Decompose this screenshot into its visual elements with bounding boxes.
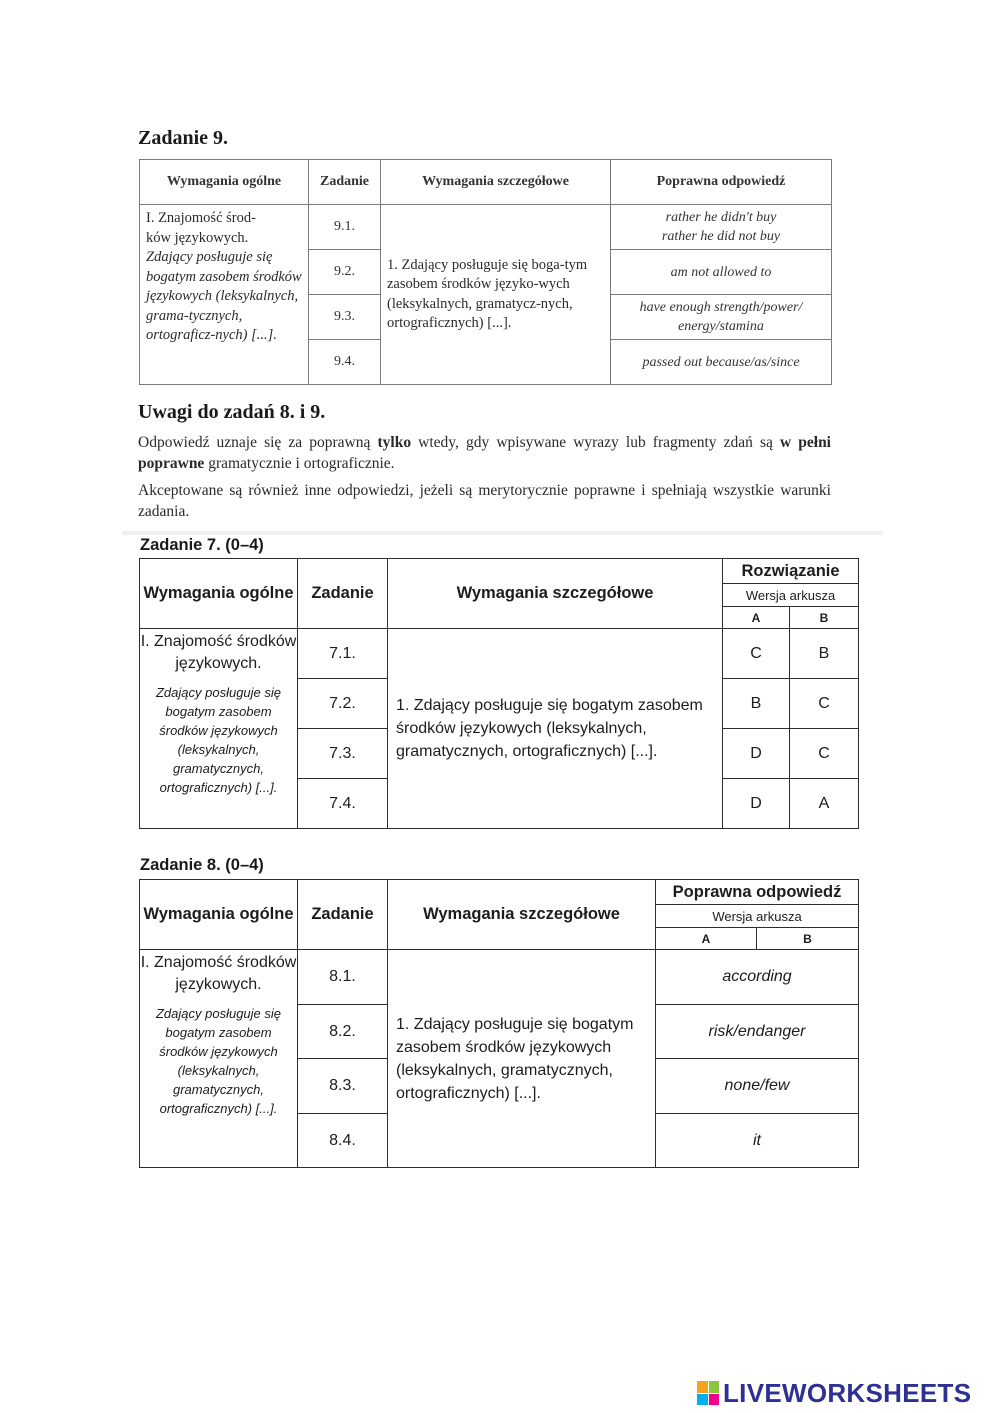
answer-b: B <box>790 629 859 679</box>
detailed-requirements: 1. Zdający posługuje się boga-tym zasobem środków języko-wych (leksykalnych, gramatycz-nych, ortograficznych) [...]. <box>381 205 611 385</box>
general-text: I. Znajomość środków językowych. <box>140 954 297 993</box>
section-divider <box>122 531 882 535</box>
zadanie9-title: Zadanie 9. <box>138 127 229 149</box>
header-version-b: B <box>790 607 859 629</box>
general-italic: Zdający posługuje się bogatym zasobem środków językowych (leksykalnych, gramatycznych, ortograficznych) [...]. <box>155 1006 282 1116</box>
general-line2: ków językowych. <box>146 229 249 246</box>
general-text: I. Znajomość środków językowych. <box>140 633 297 672</box>
task-number: 7.2. <box>298 679 388 729</box>
answer-cell: it <box>656 1114 859 1168</box>
general-italic: Zdający posługuje się bogatym zasobem środków językowych (leksykalnych, grama-tycznych, ortograficz-nych) [...]. <box>146 249 302 343</box>
answer-a: B <box>723 679 790 729</box>
header-detail: Wymagania szczegółowe <box>381 160 611 205</box>
answer-a: D <box>723 729 790 779</box>
header-version-a: A <box>723 607 790 629</box>
task-number: 9.4. <box>309 340 381 385</box>
answer-line1: rather he didn't buy <box>665 210 777 225</box>
header-solution: Rozwiązanie <box>723 559 859 584</box>
note-bold: w pełni poprawne <box>138 434 831 472</box>
task-number: 7.1. <box>298 629 388 679</box>
answer-cell: none/few <box>656 1059 859 1114</box>
header-answer: Poprawna odpowiedź <box>611 160 832 205</box>
answer-cell: passed out because/as/since <box>611 340 832 385</box>
answer-line2: energy/stamina <box>678 319 764 334</box>
task-number: 8.1. <box>298 950 388 1005</box>
zadanie8-title: Zadanie 8. (0–4) <box>140 856 264 874</box>
table-row <box>140 629 859 679</box>
answer-a: C <box>723 629 790 679</box>
answer-line2: rather he did not buy <box>661 229 781 244</box>
general-line1: I. Znajomość środ- <box>146 210 256 226</box>
notes-title: Uwagi do zadań 8. i 9. <box>138 401 326 423</box>
task-number: 8.4. <box>298 1114 388 1168</box>
header-general: Wymagania ogólne <box>140 559 298 629</box>
note-paragraph-2: Akceptowane są również inne odpowiedzi, jeżeli są merytorycznie poprawne i spełniają wszystkie warunki zadania. <box>138 482 831 520</box>
task-number: 7.3. <box>298 729 388 779</box>
general-italic: Zdający posługuje się bogatym zasobem środków językowych (leksykalnych, gramatycznych, ortograficznych) [...]. <box>155 685 282 795</box>
task-number: 8.2. <box>298 1005 388 1059</box>
header-task: Zadanie <box>298 880 388 950</box>
general-requirements <box>140 205 309 385</box>
liveworksheets-logo-icon <box>697 1381 719 1405</box>
zadanie7-title: Zadanie 7. (0–4) <box>140 536 264 554</box>
table-header-row <box>140 559 859 584</box>
header-general: Wymagania ogólne <box>140 880 298 950</box>
header-version: Wersja arkusza <box>723 584 859 607</box>
task-number: 9.2. <box>309 250 381 295</box>
answer-b: C <box>790 729 859 779</box>
detailed-requirements: 1. Zdający posługuje się bogatym zasobem środków językowych (leksykalnych, gramatycznych, ortograficznych) [...]. <box>388 950 656 1168</box>
note-text: gramatycznie i ortograficznie. <box>204 455 395 472</box>
answer-b: C <box>790 679 859 729</box>
header-version: Wersja arkusza <box>656 905 859 928</box>
header-general: Wymagania ogólne <box>140 160 309 205</box>
task-number: 7.4. <box>298 779 388 829</box>
general-requirements <box>140 629 298 829</box>
table-header-row <box>140 880 859 905</box>
detailed-requirements: 1. Zdający posługuje się bogatym zasobem środków językowych (leksykalnych, gramatycznych, ortograficznych) [...]. <box>388 629 723 829</box>
note-bold: tylko <box>377 434 412 451</box>
header-detail: Wymagania szczegółowe <box>388 559 723 629</box>
table-row <box>140 950 859 1005</box>
header-task: Zadanie <box>309 160 381 205</box>
header-task: Zadanie <box>298 559 388 629</box>
answer-cell <box>611 295 832 340</box>
answer-cell <box>611 205 832 250</box>
table-header-row <box>140 160 832 205</box>
general-requirements <box>140 950 298 1168</box>
header-version-a: A <box>656 928 757 950</box>
header-version-b: B <box>757 928 859 950</box>
table-row <box>140 205 832 250</box>
answer-cell: according <box>656 950 859 1005</box>
answer-cell: risk/endanger <box>656 1005 859 1059</box>
answer-b: A <box>790 779 859 829</box>
answer-cell: am not allowed to <box>611 250 832 295</box>
task-number: 9.1. <box>309 205 381 250</box>
note-text: Odpowiedź uznaje się za poprawną <box>138 434 378 451</box>
header-detail: Wymagania szczegółowe <box>388 880 656 950</box>
answer-line1: have enough strength/power/ <box>639 300 803 315</box>
zadanie9-table <box>139 159 832 385</box>
task-number: 8.3. <box>298 1059 388 1114</box>
note-text: wtedy, gdy wpisywane wyrazy lub fragmenty zdań są <box>411 434 780 451</box>
liveworksheets-logo[interactable] <box>697 1378 971 1408</box>
header-answer: Poprawna odpowiedź <box>656 880 859 905</box>
note-paragraph-1 <box>138 432 831 474</box>
task-number: 9.3. <box>309 295 381 340</box>
logo-text: LIVEWORKSHEETS <box>723 1377 972 1408</box>
zadanie8-table <box>139 879 859 1168</box>
answer-a: D <box>723 779 790 829</box>
zadanie7-table <box>139 558 859 829</box>
